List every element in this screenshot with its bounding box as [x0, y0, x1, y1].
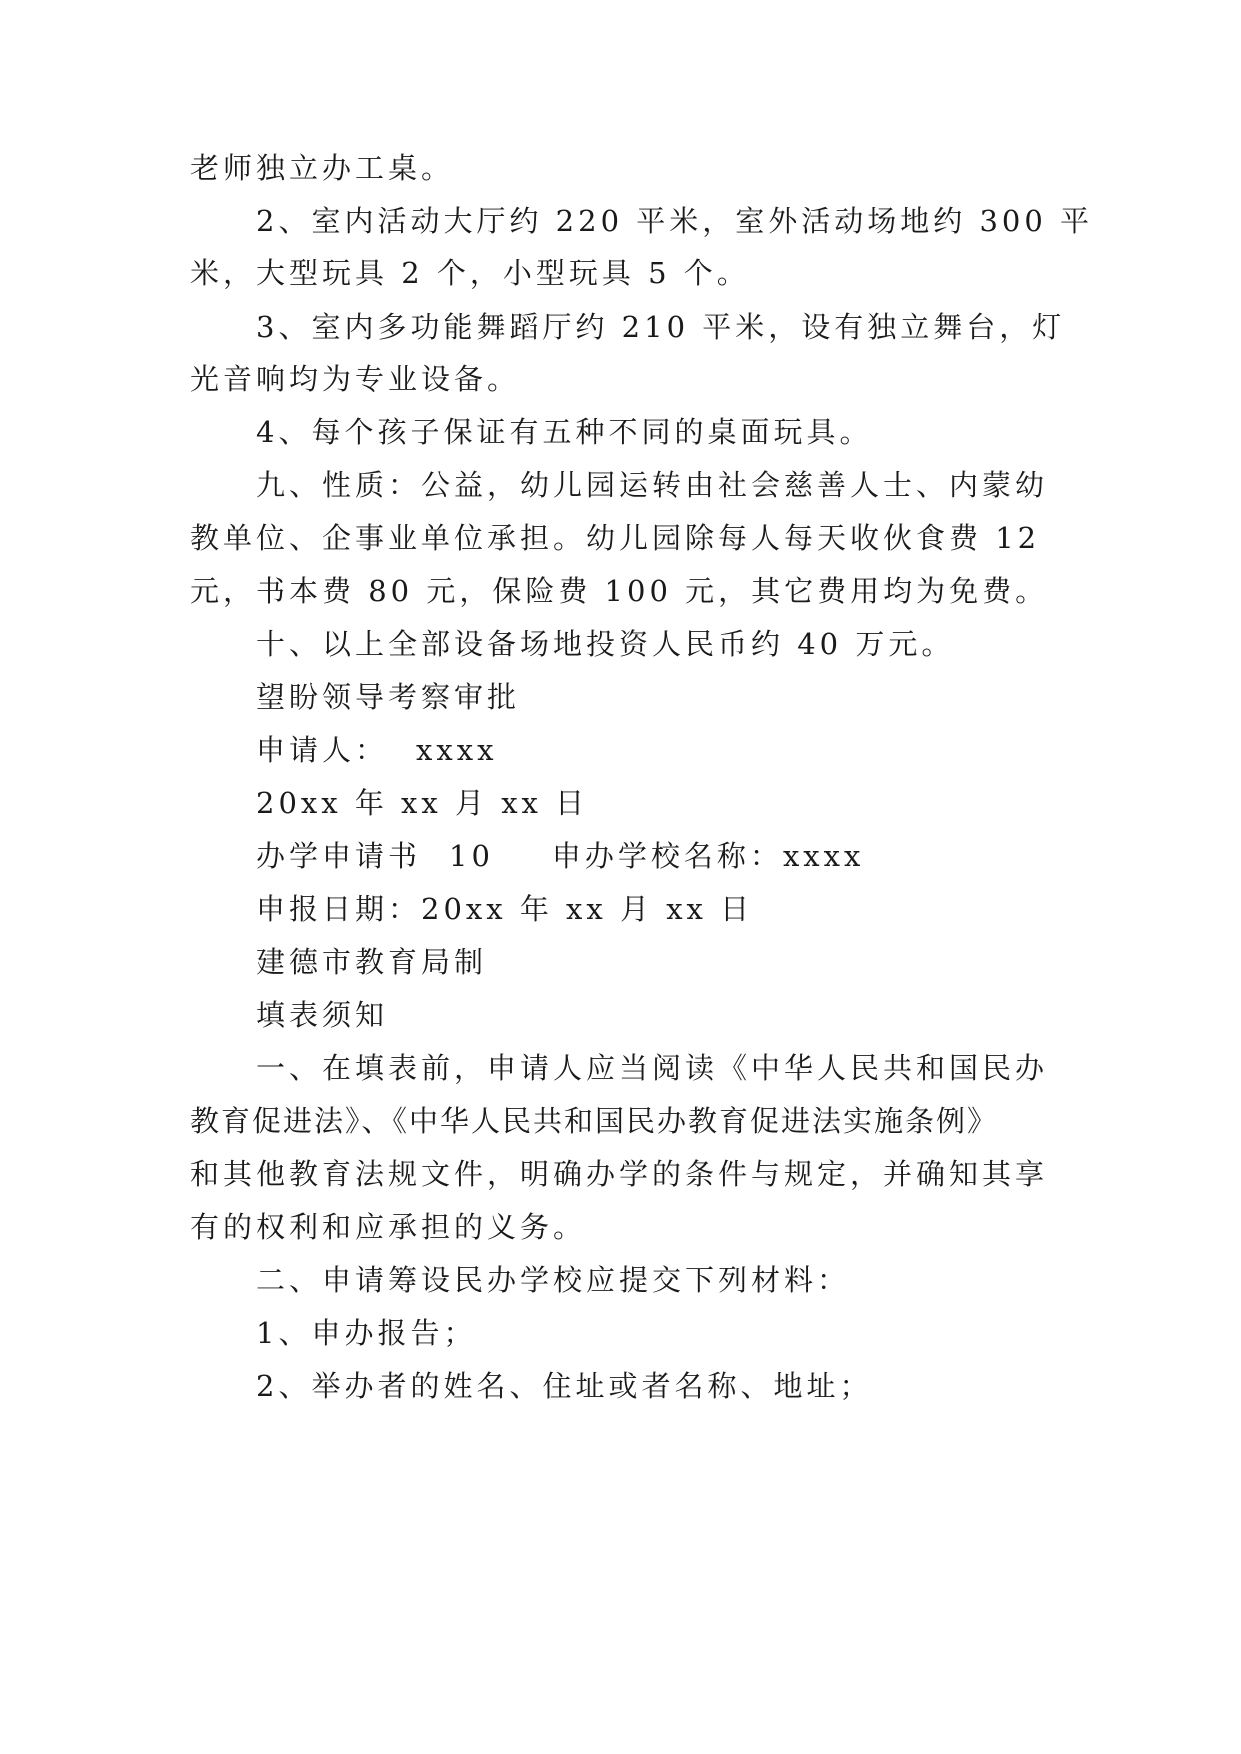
list-item: 2、举办者的姓名、住址或者名称、地址；: [256, 1369, 873, 1403]
date-line: 20xx 年 xx 月 xx 日: [256, 786, 589, 820]
section-heading: 填表须知: [256, 998, 389, 1032]
applicant-label: 申请人：: [256, 733, 389, 767]
paragraph-line: 九、性质：公益，幼儿园运转由社会慈善人士、内蒙幼: [256, 468, 1049, 502]
paragraph-line: 4、每个孩子保证有五种不同的桌面玩具。: [256, 415, 873, 449]
paragraph-line: 3、室内多功能舞蹈厅约 210 平米，设有独立舞台，灯: [256, 310, 1066, 344]
applicant-name: xxxx: [416, 733, 498, 767]
paragraph-line: 二、申请筹设民办学校应提交下列材料：: [256, 1263, 851, 1297]
paragraph-line: 一、在填表前，申请人应当阅读《中华人民共和国民办: [256, 1051, 1049, 1085]
paragraph-line: 教单位、企事业单位承担。幼儿园除每人每天收伙食费 12: [190, 521, 1041, 555]
paragraph-line: 米，大型玩具 2 个，小型玩具 5 个。: [190, 256, 750, 290]
applicant-line: [256, 730, 1136, 770]
list-item: 1、申办报告；: [256, 1316, 477, 1350]
submission-date-line: 申报日期：20xx 年 xx 月 xx 日: [256, 892, 754, 926]
issuer-line: 建德市教育局制: [256, 945, 488, 979]
paragraph-line: 和其他教育法规文件，明确办学的条件与规定，并确知其享: [190, 1157, 1049, 1191]
paragraph-line: 光音响均为专业设备。: [190, 362, 521, 396]
paragraph-line: 教育促进法》、《中华人民共和国民办教育促进法实施条例》: [190, 1104, 999, 1138]
school-name-value: xxxx: [782, 839, 865, 873]
paragraph-line: 十、以上全部设备场地投资人民币约 40 万元。: [256, 627, 955, 661]
paragraph-line: 老师独立办工桌。: [190, 151, 455, 185]
application-title: 办学申请书: [256, 839, 422, 873]
application-title-line: [256, 836, 1136, 876]
application-number: 10: [449, 839, 494, 873]
school-name-label: 申办学校名称：: [551, 839, 783, 873]
paragraph-line: 有的权利和应承担的义务。: [190, 1210, 587, 1244]
paragraph-line: 元，书本费 80 元，保险费 100 元，其它费用均为免费。: [190, 574, 1049, 608]
closing-line: 望盼领导考察审批: [256, 680, 521, 714]
paragraph-line: 2、室内活动大厅约 220 平米，室外活动场地约 300 平: [256, 204, 1094, 238]
